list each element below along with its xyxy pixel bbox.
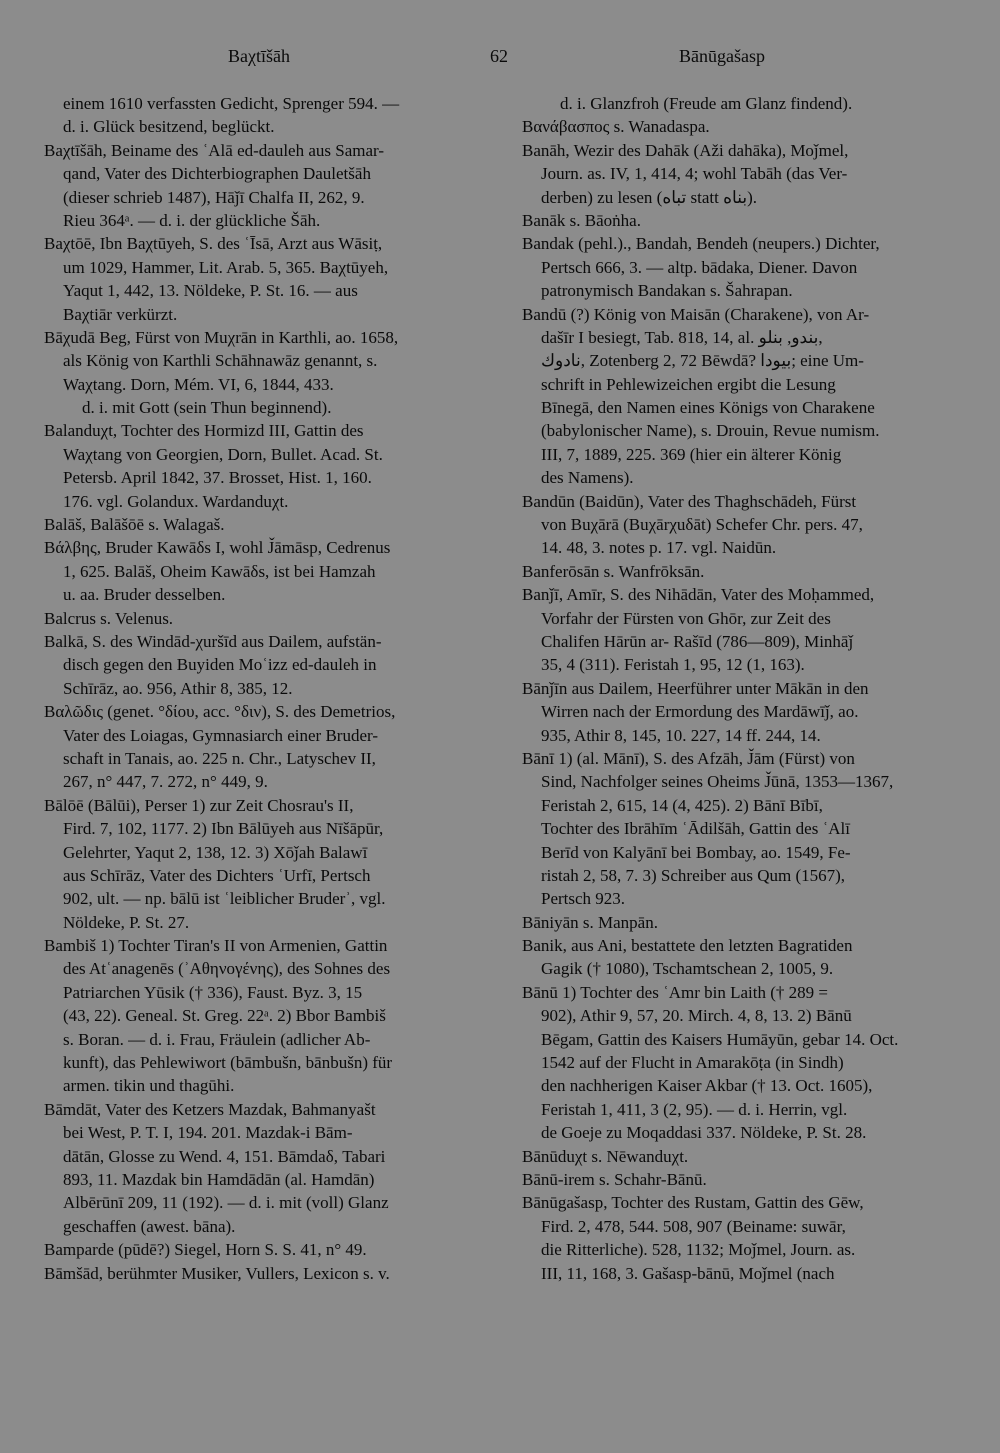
entry-text-line: de Goeje zu Moqaddasi 337. Nöldeke, P. St. 28.	[541, 1123, 867, 1143]
entry-text-line: die Ritterliche). 528, 1132; Moǰmel, Journ. as.	[541, 1240, 856, 1260]
entry-headline: Bānū 1) Tochter des ʿAmr bin Laith († 289 =	[522, 982, 828, 1002]
entry-headline: Bandak (pehl.)., Bandah, Bendeh (neupers.) Dichter,	[522, 234, 880, 254]
entry-headline: Bandū (?) König von Maisān (Charakene), von Ar-	[522, 304, 870, 324]
entry-text-line: patronymisch Bandakan s. Šahrapan.	[541, 281, 793, 301]
entry-headline: Banāh, Wezir des Dahāk (Aži dahāka), Moǰmel,	[522, 140, 849, 160]
entry-text-line: Gagik († 1080), Tschamtschean 2, 1005, 9.	[541, 959, 834, 979]
entry-headline: Bānǰīn aus Dailem, Heerführer unter Mākān in den	[522, 678, 869, 698]
entry-text-line: d. i. Glück besitzend, beglückt.	[63, 117, 275, 137]
entry-headline: Balcrus s. Velenus.	[44, 608, 174, 628]
entry-text-line: Yaqut 1, 442, 13. Nöldeke, P. St. 16. — aus	[63, 281, 358, 301]
entry-text-line: Bēgam, Gattin des Kaisers Humāyūn, gebar 14. Oct.	[541, 1029, 899, 1049]
entry-text-line: Gelehrter, Yaqut 2, 138, 12. 3) Xōǰah Balawī	[63, 842, 368, 862]
entry-headline: Bālōē (Bālūi), Perser 1) zur Zeit Chosrau's II,	[44, 795, 354, 815]
entry-text-line: Wirren nach der Ermordung des Mardāwīǰ, ao.	[541, 702, 859, 722]
entry-text-line: 176. vgl. Golandux. Wardanduχt.	[63, 491, 289, 511]
entry-text-line: Baχtiār verkürzt.	[63, 304, 178, 324]
entry-headline: Bānū-irem s. Schahr-Bānū.	[522, 1169, 707, 1189]
entry-headline: Banferōsān s. Wanfrōksān.	[522, 561, 705, 581]
entry-text-line: qand, Vater des Dichterbiographen Dauletšāh	[63, 164, 371, 184]
entry-text-line: Petersb. April 1842, 37. Brosset, Hist. 1, 160.	[63, 468, 372, 488]
entry-text-line: Vorfahr der Fürsten von Ghōr, zur Zeit des	[541, 608, 831, 628]
entry-text-line: aus Schīrāz, Vater des Dichters ʿUrfī, Pertsch	[63, 865, 371, 885]
entry-text-line: (dieser schrieb 1487), Hāǰī Chalfa II, 262, 9.	[63, 187, 365, 207]
entry-text-line: (43, 22). Geneal. St. Greg. 22ᵃ. 2) Bbor Bambiš	[63, 1006, 386, 1026]
entry-text-line: 902, ult. — np. bālū ist ʿleiblicher Bruderʾ, vgl.	[63, 889, 386, 909]
entry-text-line: 893, 11. Mazdak bin Hamdādān (al. Hamdān)	[63, 1169, 375, 1189]
header-left-catchword: Baχtīšāh	[228, 46, 290, 66]
entry-text-line: armen. tikin und thagūhi.	[63, 1076, 235, 1096]
entry-text-line: einem 1610 verfassten Gedicht, Sprenger 594. —	[63, 94, 400, 113]
entry-headline: Bānūgašasp, Tochter des Rustam, Gattin des Gēw,	[522, 1193, 864, 1213]
entry-text-line: نادوك, Zotenberg 2, 72 Bēwdā? بيودا; eine Um-	[541, 351, 864, 371]
entry-headline: Bāniyān s. Manpān.	[522, 912, 658, 932]
entry-headline: Bāχudā Beg, Fürst von Muχrān in Karthli, ao. 1658,	[44, 327, 399, 347]
entry-headline: Banǰī, Amīr, S. des Nihādān, Vater des Moḥammed,	[522, 585, 875, 605]
entry-text-line: Schīrāz, ao. 956, Athir 8, 385, 12.	[63, 678, 293, 698]
entry-text-line: schrift in Pehlewizeichen ergibt die Lesung	[541, 374, 836, 394]
entry-headline: Banik, aus Ani, bestattete den letzten Bagratiden	[522, 936, 853, 956]
entry-text-line: 902), Athir 9, 57, 20. Mirch. 4, 8, 13. 2) Bānū	[541, 1006, 852, 1026]
entry-headline: Bānūduχt s. Nēwanduχt.	[522, 1146, 689, 1166]
entry-text-line: 1, 625. Balāš, Oheim Kawāδs, ist bei Hamzah	[63, 561, 376, 581]
entry-text-line: dātān, Glosse zu Wend. 4, 151. Bāmdaδ, Tabari	[63, 1146, 386, 1166]
entry-headline: Banāk s. Bāoṅha.	[522, 210, 641, 230]
entry-text-line: s. Boran. — d. i. Frau, Fräulein (adlicher Ab-	[63, 1029, 371, 1049]
entry-text-line: um 1029, Hammer, Lit. Arab. 5, 365. Baχtūyeh,	[63, 257, 389, 277]
entry-headline: Βάλβης, Bruder Kawāδs I, wohl J̌āmāsp, Cedrenus	[44, 538, 391, 558]
entry-text-line: des Atʿanagenēs (ʾΑθηνογένης), des Sohnes des	[63, 959, 391, 979]
entry-headline: Bambiš 1) Tochter Tiran's II von Armenien, Gattin	[44, 936, 388, 956]
entry-text-line: 14. 48, 3. notes p. 17. vgl. Naidūn.	[541, 538, 777, 558]
entry-text-line: III, 11, 168, 3. Gašasp-bānū, Moǰmel (nach	[541, 1263, 835, 1283]
entry-text-line: u. aa. Bruder desselben.	[63, 585, 226, 605]
left-column	[44, 92, 478, 1285]
entry-text-line: Sind, Nachfolger seines Oheims J̌ūnā, 1353—1367,	[541, 772, 894, 792]
entry-headline: Balanduχt, Tochter des Hormizd III, Gattin des	[44, 421, 364, 441]
entry-text-line: 935, Athir 8, 145, 10. 227, 14 ff. 244, 14.	[541, 725, 821, 745]
entry-text-line: Pertsch 666, 3. — altp. bādaka, Diener. Davon	[541, 257, 858, 277]
entry-headline: Balkā, S. des Windād-χuršīd aus Dailem, aufstän-	[44, 631, 382, 651]
entry-headline: Bānī 1) (al. Mānī), S. des Afzāh, J̌ām (Fürst) von	[522, 748, 855, 768]
entry-text-line: Rieu 364ᵃ. — d. i. der glückliche Šāh.	[63, 210, 321, 230]
entry-text-line: Fird. 7, 102, 1177. 2) Ibn Bālūyeh aus Nīšāpūr,	[63, 819, 384, 839]
entry-text-line: Journ. as. IV, 1, 414, 4; wohl Tabāh (das Ver-	[541, 164, 848, 184]
entry-text-line: kunft), das Pehlewiwort (bāmbušn, bānbušn) für	[63, 1053, 393, 1073]
entry-headline: Bamparde (pūdē?) Siegel, Horn S. S. 41, n° 49.	[44, 1240, 367, 1260]
entry-text-line: des Namens).	[541, 468, 634, 488]
entry-text-line: Patriarchen Yūsik († 336), Faust. Byz. 3, 15	[63, 982, 363, 1002]
entry-text-line: 267, n° 447, 7. 272, n° 449, 9.	[63, 772, 268, 792]
entry-headline: Balāš, Balāšōē s. Walagaš.	[44, 515, 225, 535]
entry-headline: Bāmšād, berühmter Musiker, Vullers, Lexicon s. v.	[44, 1263, 390, 1283]
entry-headline: Bāmdāt, Vater des Ketzers Mazdak, Bahmanyašt	[44, 1099, 376, 1119]
entry-headline: Bandūn (Baidūn), Vater des Thaghschādeh, Fürst	[522, 491, 857, 511]
entry-text-line: Pertsch 923.	[541, 889, 626, 909]
entry-text-line: Berīd von Kalyānī bei Bombay, ao. 1549, Fe-	[541, 842, 851, 862]
entry-text-line: Feristah 1, 411, 3 (2, 95). — d. i. Herrin, vgl.	[541, 1099, 848, 1119]
entry-text-line: Tochter des Ibrāhīm ʿĀdilšāh, Gattin des ʿAlī	[541, 819, 850, 839]
entry-text-line: (babylonischer Name), s. Drouin, Revue numism.	[541, 421, 880, 441]
entry-headline: Βαλῶδις (genet. °δίου, acc. °διν), S. des Demetrios,	[44, 702, 396, 722]
entry-text-line: Bīnegā, den Namen eines Königs von Charakene	[541, 398, 875, 418]
header-right-catchword: Bānūgašasp	[679, 46, 765, 66]
entry-text-line: bei West, P. T. I, 194. 201. Mazdak-i Bām-	[63, 1123, 353, 1143]
entry-headline: Βανάβασπος s. Wanadaspa.	[522, 117, 710, 137]
entry-text-line: Fird. 2, 478, 544. 508, 907 (Beiname: suwār,	[541, 1216, 846, 1236]
entry-headline: Baχtīšāh, Beiname des ʿAlā ed-dauleh aus Samar-	[44, 140, 385, 160]
entry-text-line: dašīr I besiegt, Tab. 818, 14, al. بندو, بنلو,	[541, 327, 823, 347]
page-number: 62	[490, 46, 508, 66]
entry-text-line: 1542 auf der Flucht in Amarakōṭa (in Sindh)	[541, 1053, 844, 1073]
entry-text-line: Waχtang. Dorn, Mém. VI, 6, 1844, 433.	[63, 374, 334, 394]
entry-text-line: 35, 4 (311). Feristah 1, 95, 12 (1, 163).	[541, 655, 805, 675]
entry-text-line: von Buχārā (Buχārχuδāt) Schefer Chr. pers. 47,	[541, 515, 863, 535]
running-header	[0, 46, 1000, 70]
entry-text-line: Albērūnī 209, 11 (192). — d. i. mit (voll) Glanz	[63, 1193, 389, 1213]
entry-text-line: Chalifen Hārūn ar- Rašīd (786—809), Minhāǰ	[541, 631, 854, 651]
entry-text-line: derben) zu lesen (تباه statt بناه).	[541, 187, 757, 207]
entry-headline: Baχtōē, Ibn Baχtūyeh, S. des ʿĪsā, Arzt aus Wāsiṭ,	[44, 234, 383, 254]
entry-text-line: geschaffen (awest. bāna).	[63, 1216, 236, 1236]
entry-text-line: d. i. mit Gott (sein Thun beginnend).	[82, 398, 332, 418]
right-column	[522, 92, 960, 1285]
entry-text-line: Feristah 2, 615, 14 (4, 425). 2) Bānī Bībī,	[541, 795, 823, 815]
entry-text-line: Waχtang von Georgien, Dorn, Bullet. Acad. St.	[63, 444, 383, 464]
entry-text-line: Vater des Loiagas, Gymnasiarch einer Bruder-	[63, 725, 378, 745]
entry-text-line: III, 7, 1889, 225. 369 (hier ein älterer König	[541, 444, 842, 464]
entry-text-line: als König von Karthli Schāhnawāz genannt, s.	[63, 351, 378, 371]
entry-text-line: Nöldeke, P. St. 27.	[63, 912, 190, 932]
entry-text-line: schaft in Tanais, ao. 225 n. Chr., Latyschev II,	[63, 748, 376, 768]
entry-text-line: den nachherigen Kaiser Akbar († 13. Oct. 1605),	[541, 1076, 873, 1096]
entry-text-line: d. i. Glanzfroh (Freude am Glanz findend).	[560, 94, 853, 113]
entry-text-line: disch gegen den Buyiden Moʿizz ed-dauleh in	[63, 655, 377, 675]
entry-text-line: ristah 2, 58, 7. 3) Schreiber aus Qum (1567),	[541, 865, 846, 885]
